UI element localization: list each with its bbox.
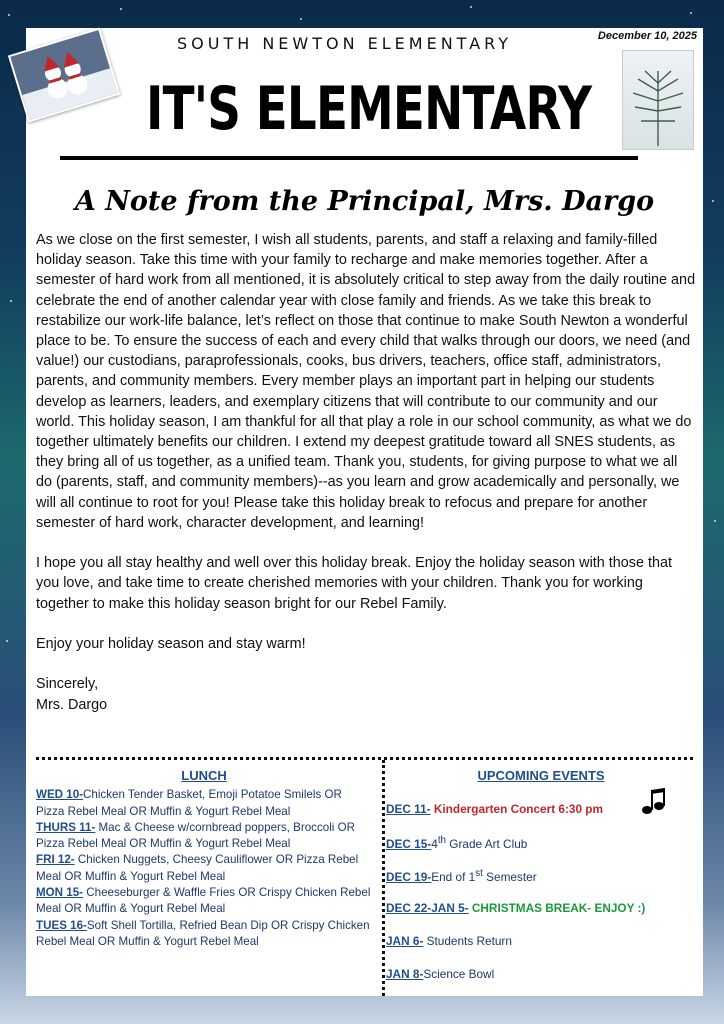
event-item <box>386 868 537 884</box>
letter-paragraph: Enjoy your holiday season and stay warm! <box>36 636 306 653</box>
event-prefix: 4 <box>431 836 438 851</box>
letter-closing: Sincerely, <box>36 676 99 693</box>
event-item <box>386 934 512 948</box>
section-divider-vertical <box>382 760 385 996</box>
event-date: DEC 19- <box>386 869 432 884</box>
lunch-item <box>36 852 372 885</box>
lunch-menu: Mac & Cheese w/cornbread poppers, Broccoli OR Pizza Rebel Meal OR Muffin & Yogurt Rebel Meal <box>36 820 355 851</box>
event-suffix: th <box>437 835 447 846</box>
event-prefix: End of 1 <box>431 869 476 884</box>
school-name: SOUTH NEWTON ELEMENTARY <box>176 34 513 53</box>
lunch-item <box>36 885 372 918</box>
issue-date: December 10, 2025 <box>597 30 697 42</box>
event-item <box>386 835 527 851</box>
letter-signature: Mrs. Dargo <box>36 696 108 713</box>
event-date: DEC 15- <box>386 836 432 851</box>
event-item <box>386 901 645 915</box>
event-date: DEC 11- <box>386 802 431 816</box>
lunch-menu: Soft Shell Tortilla, Refried Bean Dip OR Crispy Chicken Rebel Meal OR Muffin & Yogurt Rebel Meal <box>36 918 370 948</box>
lunch-item <box>36 787 372 820</box>
event-date: DEC 22-JAN 5- <box>386 901 469 915</box>
lunch-day: THURS 11- <box>36 820 96 834</box>
event-item <box>386 967 494 981</box>
section-divider-horizontal <box>36 757 693 760</box>
event-text: Kindergarten Concert 6:30 pm <box>433 802 604 816</box>
title-underline <box>60 156 638 160</box>
newsletter-title: IT'S ELEMENTARY <box>145 74 592 144</box>
pine-branch-photo <box>622 50 694 150</box>
lunch-menu: Chicken Tender Basket, Emoji Potatoe Smilels OR Pizza Rebel Meal OR Muffin & Yogurt Rebel Meal <box>36 788 342 818</box>
newsletter-sheet <box>26 28 703 996</box>
event-text: Students Return <box>426 934 512 948</box>
lunch-section <box>36 768 372 950</box>
event-item <box>386 802 603 816</box>
events-title: UPCOMING EVENTS <box>477 768 605 783</box>
lunch-menu: Cheeseburger & Waffle Fries OR Crispy Chicken Rebel Meal OR Muffin & Yogurt Rebel Meal <box>36 886 371 916</box>
event-text: Grade Art Club <box>446 836 528 851</box>
event-date: JAN 6- <box>386 934 424 948</box>
principal-letter <box>36 230 696 715</box>
lunch-day: FRI 12- <box>36 853 75 867</box>
events-section <box>386 768 696 981</box>
lunch-item <box>36 820 372 853</box>
music-note-icon <box>641 786 665 816</box>
letter-paragraph: As we close on the first semester, I wish all students, parents, and staff a relaxing and family-filled holiday season. Take this time with your family to recharge and make memories together. After a semester of hard work from all mentioned, it is absolutely critical to step away from the daily routine and celebrate the end of another calendar year with close family and friends. As we take this break to restabilize our work-life balance, let’s reflect on those that continue to make South Newton a wonderful place to be. To ensure the success of each and every child that walks through our doors, we need (and value!) our custodians, paraprofessionals, cooks, bus drivers, teachers, office staff, administrators, parents, and community members. Every member plays an important part in helping our students develop as learners, leaders, and exemplary citizens that will contribute to our community and our world. This holiday season, I am thankful for all that play a role in our school community, as what we do together ultimately benefits our children. I extend my deepest gratitude toward all SNES students, as they bring all of us together, as a unified team. Thank you, students, for giving purpose to what we all do (parents, staff, and community members)--as you learn and grow academically and personally, we will all continue to root for you! Please take this holiday break to refocus and prepare for another semester of hard work, character development, and learning! <box>36 232 696 531</box>
lunch-title: LUNCH <box>181 768 227 783</box>
lunch-day: WED 10- <box>36 788 84 802</box>
event-text: CHRISTMAS BREAK- ENJOY :) <box>471 901 646 915</box>
event-text: Semester <box>482 869 537 884</box>
letter-paragraph: I hope you all stay healthy and well over this holiday break. Enjoy the holiday season with those that you love, and take time to create cherished memories with your children. Thank you for working together to make this holiday season bright for our Rebel Family. <box>36 555 672 612</box>
lunch-item <box>36 918 372 951</box>
snowmen-photo <box>8 27 120 122</box>
lunch-day: TUES 16- <box>36 918 87 932</box>
event-date: JAN 8- <box>386 967 424 981</box>
event-text: Science Bowl <box>423 967 495 981</box>
lunch-day: MON 15- <box>36 886 84 900</box>
lunch-menu: Chicken Nuggets, Cheesy Cauliflower OR Pizza Rebel Meal OR Muffin & Yogurt Rebel Meal <box>36 853 359 883</box>
event-suffix: st <box>475 868 483 879</box>
principal-note-heading: A Note from the Principal, Mrs. Dargo <box>74 186 655 217</box>
